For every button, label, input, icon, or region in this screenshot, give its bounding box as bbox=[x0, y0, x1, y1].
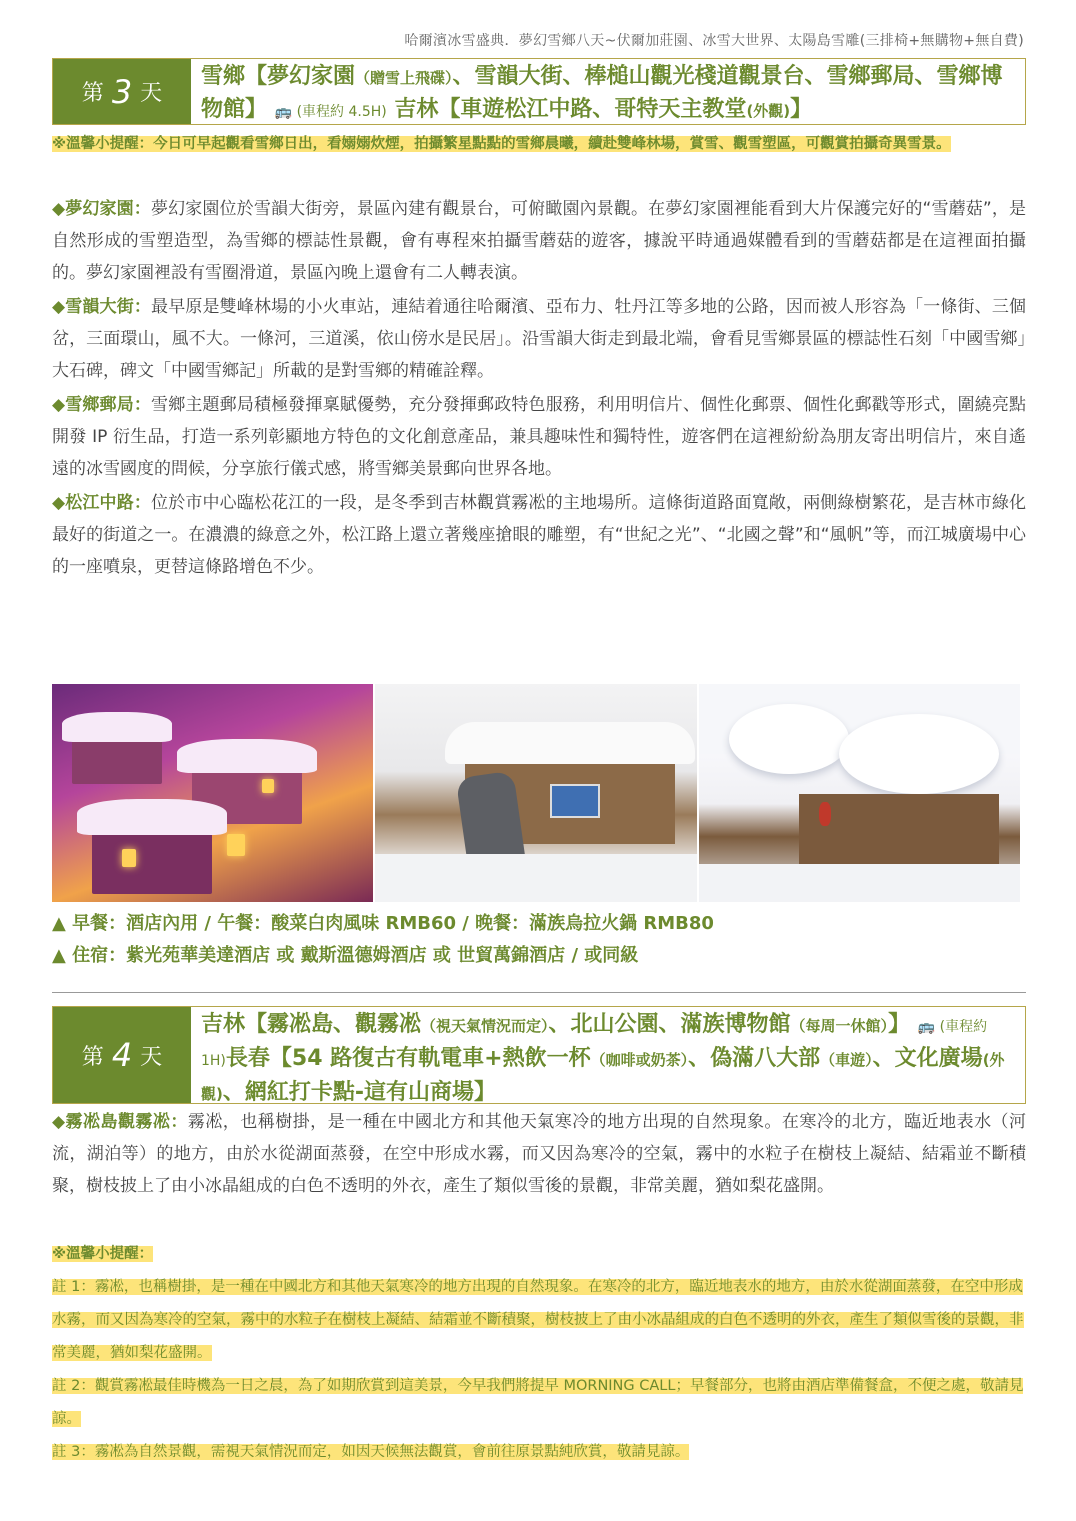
snow-roof bbox=[77, 799, 227, 835]
spot-text: 夢幻家園位於雪韻大街旁，景區內建有觀景台，可俯瞰園內景觀。在夢幻家園裡能看到大片保護完好的“雪蘑菇”，是自然形成的雪塑造型，為雪鄉的標誌性景觀，會有專程來拍攝雪蘑菇的遊客，據說平時通過媒體看到的雪蘑菇都是在這裡面拍攝的。夢幻家園裡設有雪圈滑道，景區內晚上還會有二人轉表演。 bbox=[52, 199, 1026, 283]
spot-name: ◆松江中路： bbox=[52, 493, 152, 513]
day4-header bbox=[52, 1006, 1026, 1104]
day4-spot bbox=[52, 1106, 1026, 1202]
day4-title-d: 長春【54 路復古有軌電車+熱飲一杯 bbox=[225, 1046, 591, 1071]
snow-cabin-stone-photo bbox=[375, 684, 696, 902]
spot-list bbox=[52, 193, 1026, 583]
day4-title-note: （視天氣情況而定） bbox=[421, 1017, 549, 1035]
day3-header bbox=[52, 58, 1026, 125]
spot-text: 雪鄉主題郵局積極發揮稟賦優勢，充分發揮郵政特色服務，利用明信片、個性化郵票、個性化郵戳等形式，圍繞亮點開發 IP 衍生品，打造一系列彰顯地方特色的文化創意產品，兼具趣味性和獨特性，遊客們在這裡紛紛為朋友寄出明信片，來自遙遠的冰雪國度的問候，分享旅行儀式感，將雪鄉美景郵向世界各地。 bbox=[52, 395, 1026, 479]
snow-village-night-photo bbox=[52, 684, 373, 902]
spot-name: ◆夢幻家園： bbox=[52, 199, 151, 219]
page-header: 哈爾濱冰雪盛典．夢幻雪鄉八天~伏爾加莊園、冰雪大世界、太陽島雪雕(三排椅+無購物+無自費) bbox=[404, 33, 1024, 49]
note-item bbox=[52, 1436, 1026, 1469]
snow-roof bbox=[177, 739, 317, 773]
day4-title-b: 、北山公園、滿族博物館 bbox=[548, 1012, 791, 1037]
day3-title-note: （贈雪上飛碟） bbox=[355, 69, 453, 87]
hotel-info: ▲ 住宿：紫光苑華美達酒店 或 戴斯溫德姆酒店 或 世貿萬錦酒店 / 或同級 bbox=[52, 945, 639, 966]
spot-text: 位於市中心臨松花江的一段，是冬季到吉林觀賞霧凇的主地場所。這條街道路面寬敞，兩側綠樹繁花，是吉林市綠化最好的街道之一。在濃濃的綠意之外，松江路上還立著幾座搶眼的雕塑，有“世紀之光”、“北國之聲”和“風帆”等，而江城廣場中心的一座噴泉，更替這條路增色不少。 bbox=[52, 493, 1026, 577]
photo-strip bbox=[52, 684, 1020, 902]
spot-item bbox=[52, 291, 1026, 387]
day4-notes bbox=[52, 1238, 1026, 1469]
note-text: 註 1：霧凇，也稱樹掛，是一種在中國北方和其他天氣寒冷的地方出現的自然現象。在寒冷的北方，臨近地表水的地方，由於水從湖面蒸發，在空中形成水霧，而又因為寒冷的空氣，霧中的水粒子在樹枝上凝結、結霜並不斷積聚，樹枝披上了由小冰晶組成的白色不透明的外衣，產生了類似雪後的景觀，非常美麗，猶如梨花盛開。 bbox=[52, 1279, 1024, 1361]
day3-title-c: 吉林【車遊松江中路、哥特天主教堂 bbox=[394, 97, 747, 122]
day4-title-f: 、文化廣場 bbox=[872, 1046, 983, 1071]
meal-info: ▲ 早餐：酒店內用 / 午餐：酸菜白肉風味 RMB60 / 晚餐：滿族烏拉火鍋 RMB80 bbox=[52, 913, 714, 934]
snow-ground bbox=[375, 854, 696, 902]
day4-label bbox=[53, 1007, 191, 1103]
lantern bbox=[819, 802, 831, 826]
spot-name: ◆霧凇島觀霧凇： bbox=[52, 1112, 188, 1132]
day-suffix: 天 bbox=[140, 81, 163, 106]
day3-title-note2: (外觀) bbox=[746, 102, 791, 120]
snow-mushroom bbox=[839, 714, 999, 794]
day4-title-note5: (外觀) bbox=[201, 1051, 1005, 1103]
note-text: 註 2：觀賞霧凇最佳時機為一日之晨，為了如期欣賞到這美景，今早我們將提早 MORNING CALL；早餐部分，也將由酒店準備餐盒，不便之處，敬請見諒。 bbox=[52, 1378, 1024, 1427]
snow-mushroom-cabin-photo bbox=[699, 684, 1020, 902]
day3-title bbox=[191, 59, 1025, 124]
window-light bbox=[262, 779, 274, 793]
day4-title-a: 吉林【霧凇島、觀霧凇 bbox=[201, 1012, 422, 1037]
section-divider bbox=[52, 992, 1026, 993]
notes-title bbox=[52, 1238, 1026, 1271]
day4-title-note4: （車遊） bbox=[820, 1051, 873, 1069]
spot-item bbox=[52, 193, 1026, 289]
day3-title-a: 雪鄉【夢幻家園 bbox=[201, 64, 356, 89]
day-number: 3 bbox=[111, 72, 133, 111]
day3-title-b: 、雪韻大街、棒槌山觀光棧道觀景台、雪鄉郵局、雪鄉博物館】 bbox=[201, 64, 1003, 122]
day4-title-note3: （咖啡或奶茶） bbox=[590, 1051, 689, 1069]
day4-title-c: 】 bbox=[888, 1012, 911, 1037]
day3-title-end: 】 bbox=[790, 97, 813, 122]
spot-item bbox=[52, 487, 1026, 583]
day-suffix: 天 bbox=[140, 1044, 163, 1070]
spot-text: 最早原是雙峰林場的小火車站，連結着通往哈爾濱、亞布力、牡丹江等多地的公路，因而被人形容為「一條街、三個岔，三面環山，風不大。一條河，三道溪，依山傍水是民居」。沿雪韻大街走到最北端，會看見雪鄉景區的標誌性石刻「中國雪鄉」大石碑，碑文「中國雪鄉記」所載的是對雪鄉的精確詮釋。 bbox=[52, 297, 1026, 381]
window-light bbox=[122, 849, 136, 867]
bus-icon: 🚌 (車程約 1H) bbox=[201, 1019, 988, 1069]
day4-title-g: 、網紅打卡點-這有山商場】 bbox=[222, 1080, 496, 1105]
day-prefix: 第 bbox=[81, 1044, 104, 1070]
snow-roof bbox=[62, 712, 172, 742]
spot-item bbox=[52, 389, 1026, 485]
note-item bbox=[52, 1370, 1026, 1436]
snow-roof bbox=[445, 722, 695, 764]
spot-name: ◆雪鄉郵局： bbox=[52, 395, 152, 415]
spot-name: ◆雪韻大街： bbox=[52, 297, 152, 317]
snow-mushroom bbox=[729, 704, 849, 774]
sign-board bbox=[550, 784, 600, 818]
spot-text: 霧凇，也稱樹掛，是一種在中國北方和其他天氣寒冷的地方出現的自然現象。在寒冷的北方，臨近地表水（河流，湖泊等）的地方，由於水從湖面蒸發，在空中形成水霧，而又因為寒冷的空氣，霧中的水粒子在樹枝上凝結、結霜並不斷積聚，樹枝披上了由小冰晶組成的白色不透明的外衣，產生了類似雪後的景觀，非常美麗，猶如梨花盛開。 bbox=[52, 1112, 1027, 1196]
day3-label bbox=[53, 59, 191, 124]
day-number: 4 bbox=[111, 1036, 133, 1074]
window-light bbox=[227, 834, 245, 856]
snow-ground bbox=[699, 864, 1020, 902]
day4-title-note2: （每周一休館） bbox=[790, 1017, 889, 1035]
notes-title-text: ※溫馨小提醒： bbox=[52, 1246, 154, 1262]
day3-tip bbox=[52, 128, 1026, 160]
note-text: 註 3：霧凇為自然景觀，需視天氣情況而定，如因天候無法觀賞，會前往原景點純欣賞，敬請見諒。 bbox=[52, 1444, 690, 1460]
day4-title-e: 、偽滿八大部 bbox=[688, 1046, 821, 1071]
bus-icon: 🚌 (車程約 4.5H) bbox=[274, 104, 387, 120]
day-prefix: 第 bbox=[81, 81, 104, 106]
note-item bbox=[52, 1271, 1026, 1370]
day4-title bbox=[191, 1007, 1025, 1103]
day3-tip-text: ※溫馨小提醒：今日可早起觀看雪鄉日出，看嫋嫋炊煙，拍攝繁星點點的雪鄉晨曦，續赴雙峰林場，賞雪、觀雪塑區，可觀賞拍攝奇異雪景。 bbox=[52, 136, 951, 152]
